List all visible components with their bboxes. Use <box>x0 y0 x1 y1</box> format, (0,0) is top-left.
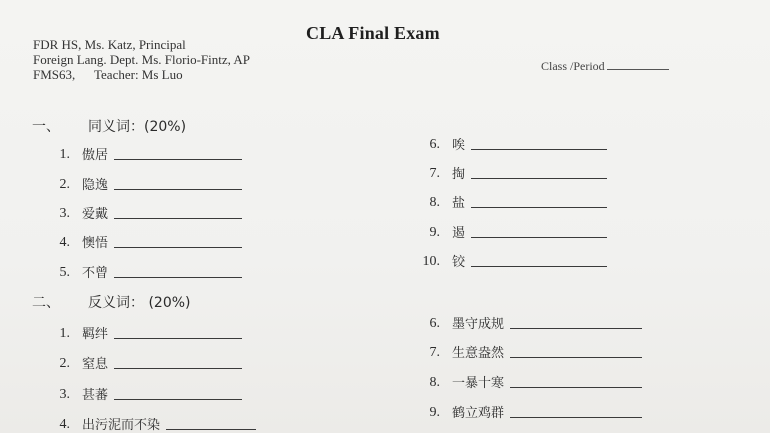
item-word: 鹤立鸡群 <box>452 406 505 421</box>
item-number: 2. <box>59 356 70 371</box>
answer-blank[interactable] <box>114 368 242 369</box>
item-number: 8. <box>429 195 440 210</box>
item-number: 1. <box>59 326 70 341</box>
item-word: 一暴十寒 <box>452 376 505 391</box>
item-number: 9. <box>429 225 440 240</box>
s1-item-2 <box>40 174 242 193</box>
item-number: 6. <box>429 137 440 152</box>
answer-blank[interactable] <box>510 357 642 358</box>
teacher-line: Teacher: Ms Luo <box>94 67 183 82</box>
item-word: 隐逸 <box>82 178 109 193</box>
school-line: FDR HS, Ms. Katz, Principal <box>33 37 186 52</box>
answer-blank[interactable] <box>114 277 242 278</box>
item-word: 爱戴 <box>82 207 109 222</box>
item-number: 6. <box>429 316 440 331</box>
item-number: 4. <box>59 417 70 432</box>
item-number: 3. <box>59 206 70 221</box>
s2-item-3 <box>40 384 242 403</box>
answer-blank[interactable] <box>114 218 242 219</box>
department-line: Foreign Lang. Dept. Ms. Florio-Fintz, AP <box>33 52 251 67</box>
item-number: 5. <box>59 265 70 280</box>
s1-item-8 <box>410 192 607 211</box>
class-period-field <box>541 59 669 74</box>
item-word: 掏 <box>452 167 466 182</box>
s1-item-6 <box>410 134 607 153</box>
s1-item-9 <box>410 222 607 241</box>
item-number: 4. <box>59 235 70 250</box>
s1-item-5 <box>40 262 242 281</box>
item-number: 1. <box>59 147 70 162</box>
item-word: 傲居 <box>82 148 109 163</box>
item-number: 3. <box>59 387 70 402</box>
item-number: 10. <box>422 254 440 269</box>
s2-item-4 <box>40 414 256 433</box>
item-word: 唉 <box>452 138 466 153</box>
answer-blank[interactable] <box>471 149 607 150</box>
s2-item-6 <box>410 313 642 332</box>
item-word: 甚蕃 <box>82 388 109 403</box>
answer-blank[interactable] <box>510 387 642 388</box>
answer-blank[interactable] <box>471 237 607 238</box>
answer-blank[interactable] <box>114 189 242 190</box>
item-word: 盐 <box>452 196 466 211</box>
s1-item-4 <box>40 232 242 251</box>
answer-blank[interactable] <box>510 328 642 329</box>
section-1-label: 一、 <box>32 119 60 135</box>
item-word: 羁绊 <box>82 327 109 342</box>
item-number: 9. <box>429 405 440 420</box>
answer-blank[interactable] <box>471 266 607 267</box>
item-word: 墨守成规 <box>452 317 505 332</box>
section-2-title: 反义词： (20%) <box>88 295 191 311</box>
section-1-title: 同义词：(20%) <box>88 119 187 135</box>
item-word: 铰 <box>452 255 466 270</box>
item-word: 遏 <box>452 226 466 241</box>
s2-item-1 <box>40 323 242 342</box>
item-word: 不曾 <box>82 266 109 281</box>
section-2-label: 二、 <box>32 295 60 311</box>
answer-blank[interactable] <box>114 399 242 400</box>
item-number: 8. <box>429 375 440 390</box>
item-word: 窒息 <box>82 357 109 372</box>
answer-blank[interactable] <box>471 207 607 208</box>
s2-item-7 <box>410 342 642 361</box>
answer-blank[interactable] <box>471 178 607 179</box>
item-word: 出污泥而不染 <box>82 418 161 433</box>
class-period-blank <box>607 69 669 70</box>
s2-item-8 <box>410 372 642 391</box>
s1-item-1 <box>40 144 242 163</box>
s1-item-3 <box>40 203 242 222</box>
s2-item-9 <box>410 402 642 421</box>
s1-item-7 <box>410 163 607 182</box>
item-word: 懊悟 <box>82 236 109 251</box>
answer-blank[interactable] <box>114 338 242 339</box>
answer-blank[interactable] <box>510 417 642 418</box>
item-word: 生意盎然 <box>452 346 505 361</box>
class-period-label: Class /Period <box>541 59 605 73</box>
item-number: 7. <box>429 166 440 181</box>
answer-blank[interactable] <box>114 159 242 160</box>
course-code: FMS63, <box>33 67 76 82</box>
answer-blank[interactable] <box>114 247 242 248</box>
item-number: 2. <box>59 177 70 192</box>
s2-item-2 <box>40 353 242 372</box>
exam-title: CLA Final Exam <box>306 23 440 43</box>
item-number: 7. <box>429 345 440 360</box>
answer-blank[interactable] <box>166 429 256 430</box>
s1-item-10 <box>410 251 607 270</box>
